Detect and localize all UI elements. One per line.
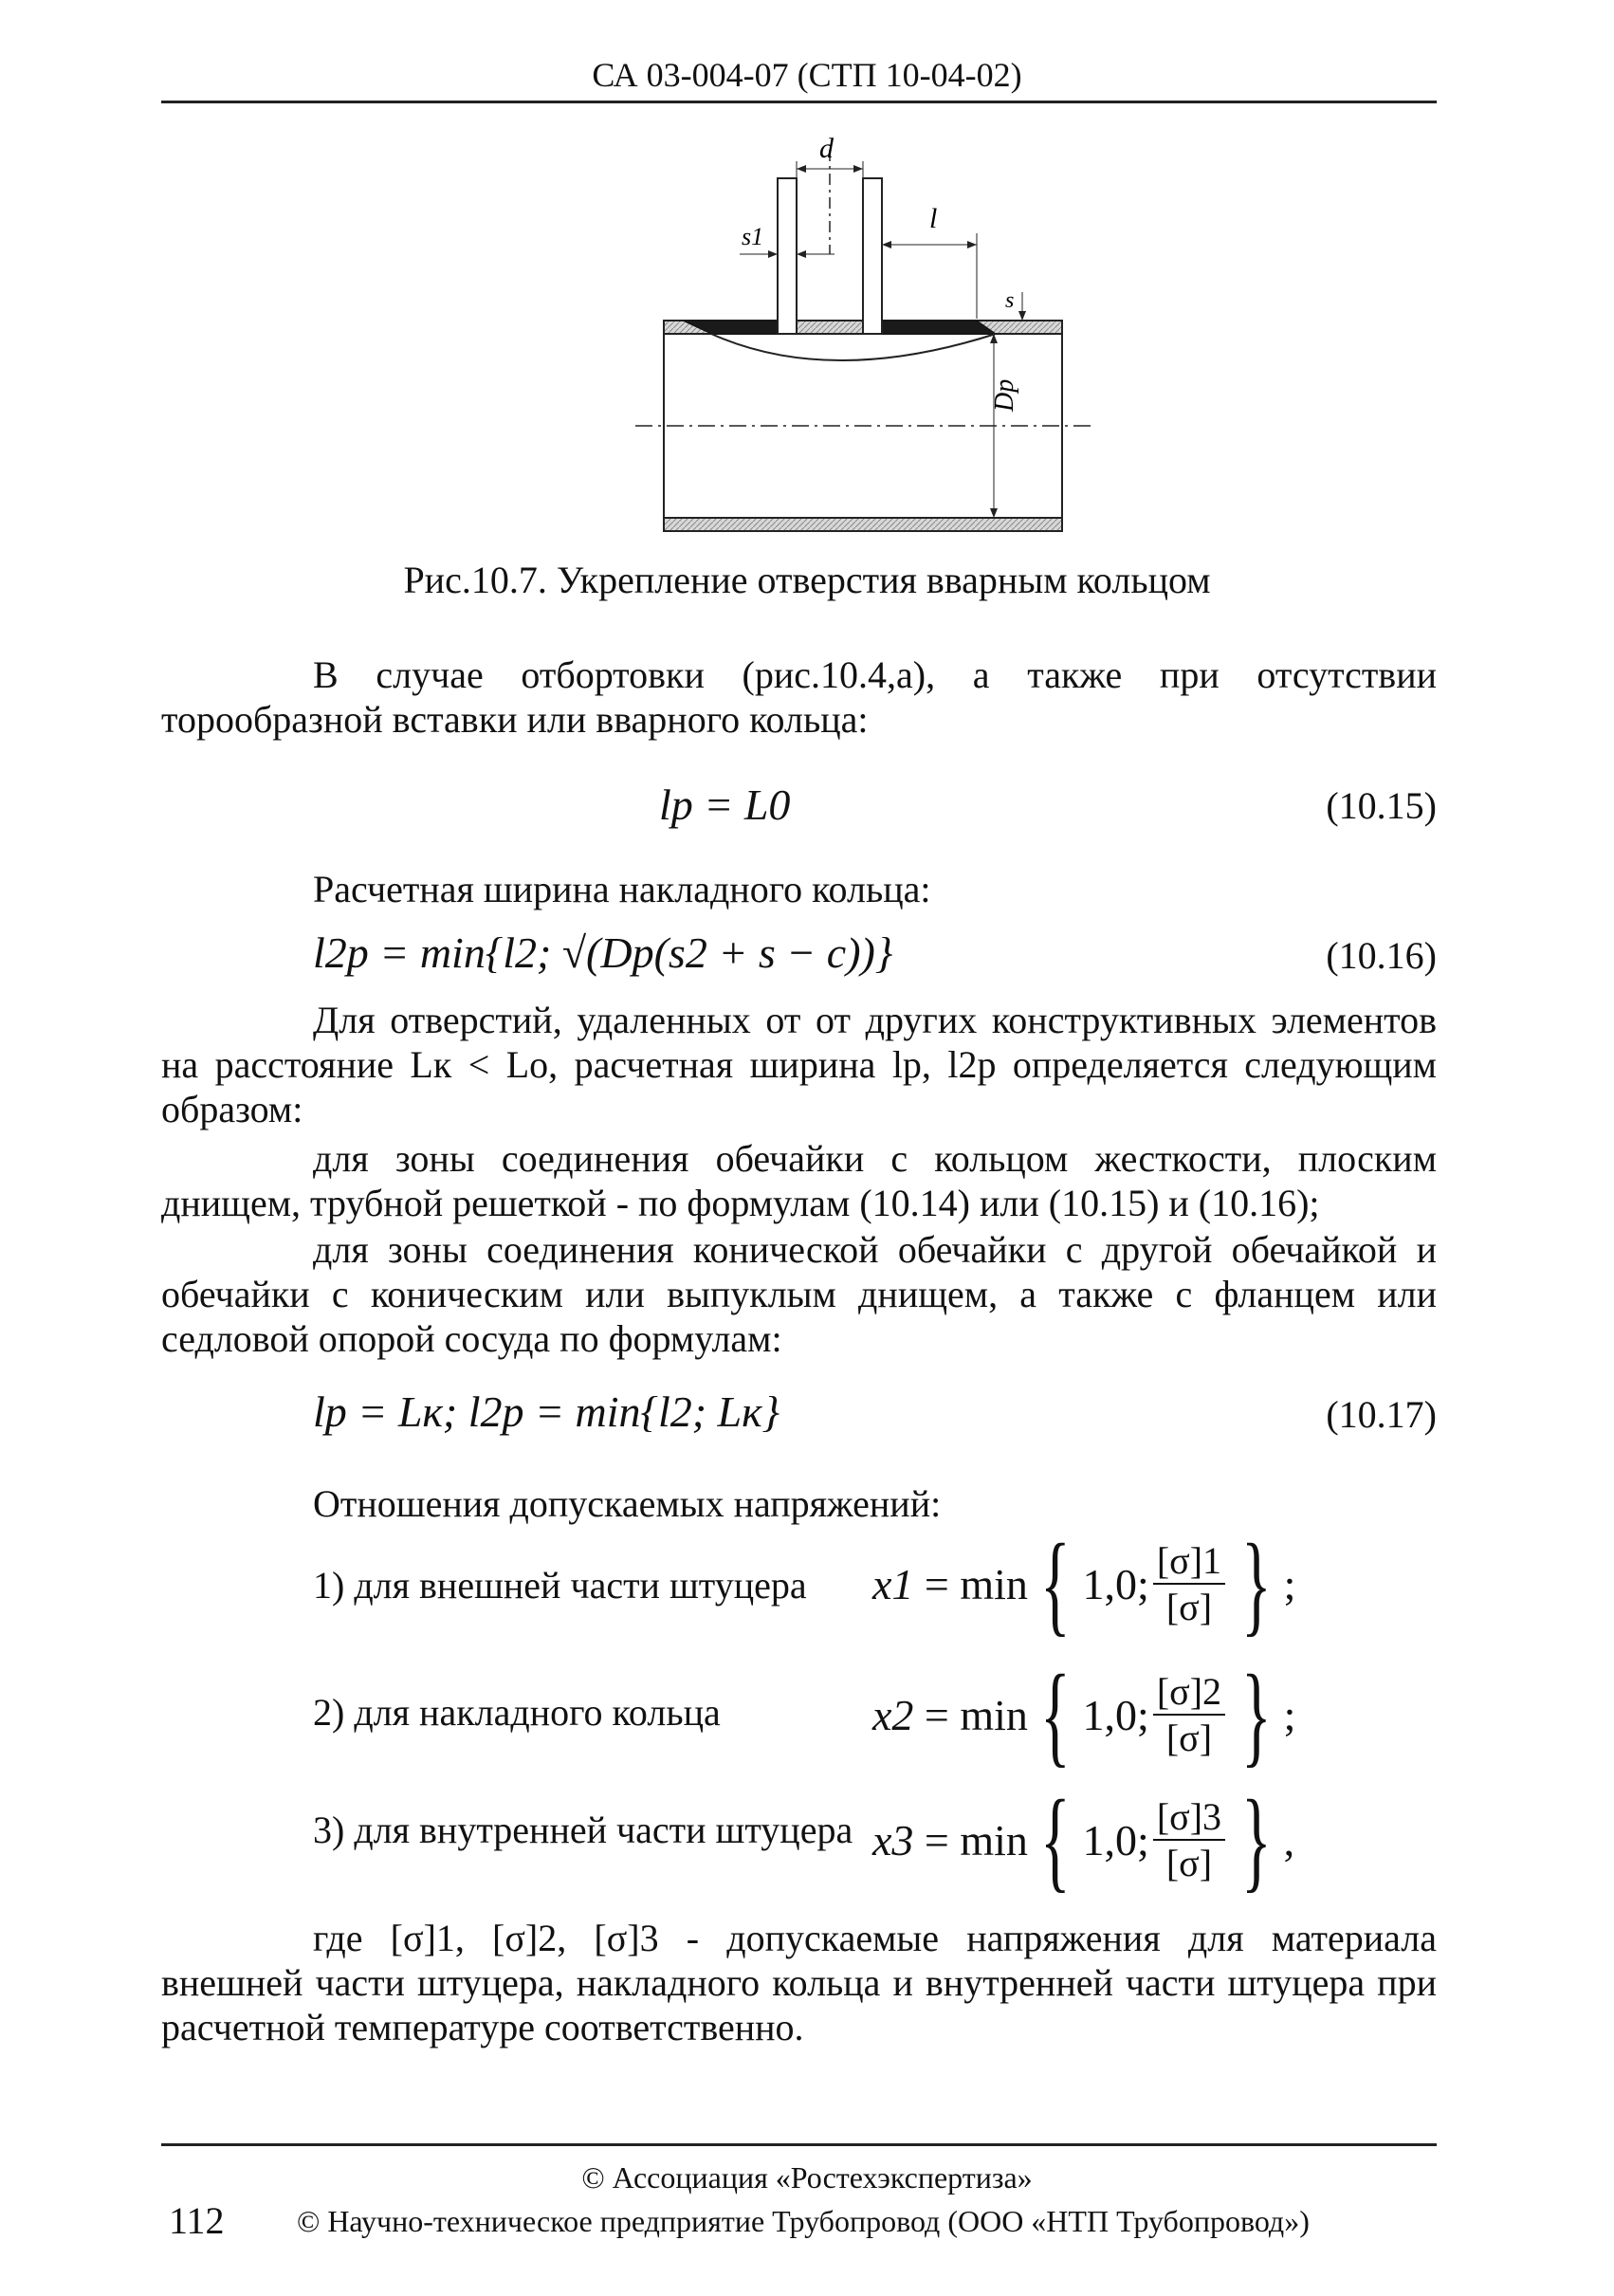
ratio-3-formula: x3 = min { 1,0; $\frac{[\sigma]3}{[\sigma]}$ } ,: [872, 1776, 1295, 1902]
shell-bottom-wall: [664, 518, 1062, 531]
figure-label-d: d: [819, 133, 834, 164]
ratio-1-formula: x1 = min { 1,0; $\frac{[\sigma]1}{[\sigma]}$ } ;: [872, 1520, 1296, 1646]
ratio-3-one: 1,0;: [1082, 1815, 1149, 1864]
formula-10-16: [313, 928, 892, 978]
ratio-1-var: x1: [872, 1559, 914, 1608]
formula-number-10-17: (10.17): [1326, 1393, 1437, 1436]
figure-label-dp: Dp: [990, 378, 1019, 412]
footer-copyright-1: © Ассоциация «Ростехэкспертиза»: [581, 2160, 1033, 2195]
formula-number-10-16: (10.16): [1326, 934, 1437, 977]
nozzle-wall-right: [863, 178, 882, 334]
paragraph-7: где [σ]1, [σ]2, [σ]3 - допускаемые напряжения для материала внешней части штуцера, накладного кольца и внутренней части штуцера при расчетной температуре соответственно.: [161, 1917, 1437, 2048]
footer-rule: [161, 2143, 1437, 2146]
ratio-1-den: [σ]: [1165, 1586, 1213, 1628]
formula-10-16-expr: l2p = min{l2; √(Dp(s2 + s − c))}: [313, 928, 893, 977]
ratio-2-min: min: [960, 1690, 1028, 1739]
formula-number-10-15: (10.15): [1326, 784, 1437, 827]
ratio-2-one: 1,0;: [1082, 1690, 1149, 1739]
ratio-3-var: x3: [872, 1815, 914, 1864]
ratio-2-formula: x2 = min { 1,0; $\frac{[\sigma]2}{[\sigma]}$ } ;: [872, 1651, 1296, 1777]
figure-label-s: s: [1005, 288, 1015, 313]
ratio-3-num: [σ]3: [1153, 1794, 1225, 1841]
nozzle-wall-left: [778, 178, 797, 334]
ratio-3-den: [σ]: [1165, 1842, 1213, 1884]
formula-10-17: [313, 1387, 779, 1437]
reinforcing-ring-right: [882, 321, 996, 334]
figure-caption: Рис.10.7. Укрепление отверстия вварным кольцом: [403, 559, 1211, 601]
paragraph-5: для зоны соединения конической обечайки с другой обечайкой и обечайки с коническим или выпуклым днищем, а также с фланцем или седловой опорой сосуда по формулам:: [161, 1228, 1437, 1360]
figure-label-s1: s1: [742, 223, 764, 250]
ratio-3-end: ,: [1283, 1815, 1295, 1864]
paragraph-1: В случае отбортовки (рис.10.4,а), а также при отсутствии торообразной вставки или вварного кольца:: [161, 653, 1437, 741]
header-rule: [161, 101, 1437, 103]
document-header: СА 03-004-07 (СТП 10-04-02): [592, 56, 1022, 94]
ratio-3-min: min: [960, 1815, 1028, 1864]
paragraph-4: для зоны соединения обечайки с кольцом жесткости, плоским днищем, трубной решеткой - по формулам (10.14) или (10.15) и (10.16);: [161, 1137, 1437, 1224]
footer-copyright-2: © Научно-техническое предприятие Трубопровод (ООО «НТП Трубопровод»): [297, 2204, 1310, 2238]
ratio-2-num: [σ]2: [1153, 1669, 1225, 1716]
figure-label-l: l: [929, 203, 938, 234]
formula-10-15: [659, 780, 790, 830]
formula-10-15-expr: lp = L0: [659, 781, 791, 829]
paragraph-3: Для отверстий, удаленных от от других конструктивных элементов на расстояние Lк < Lo, расчетная ширина lp, l2p определяется следующим образом:: [161, 999, 1437, 1130]
ratio-2-var: x2: [872, 1690, 914, 1739]
paragraph-2: Расчетная ширина накладного кольца:: [313, 868, 931, 910]
ratio-2-end: ;: [1283, 1690, 1296, 1739]
ratio-3-label: 3) для внутренней части штуцера: [313, 1809, 853, 1851]
ratio-2-label: 2) для накладного кольца: [313, 1691, 721, 1734]
ratio-1-one: 1,0;: [1082, 1559, 1149, 1608]
nozzle-reinforcement-figure: [616, 112, 1110, 548]
ratio-1-min: min: [960, 1559, 1028, 1608]
paragraph-6: Отношения допускаемых напряжений:: [313, 1482, 942, 1525]
page-number: 112: [169, 2199, 225, 2242]
ratio-1-label: 1) для внешней части штуцера: [313, 1564, 807, 1607]
formula-10-17-expr: lp = Lк; l2p = min{l2; Lк}: [313, 1387, 780, 1436]
ratio-1-num: [σ]1: [1153, 1538, 1225, 1585]
ratio-1-end: ;: [1283, 1559, 1296, 1608]
ratio-2-den: [σ]: [1165, 1717, 1213, 1759]
